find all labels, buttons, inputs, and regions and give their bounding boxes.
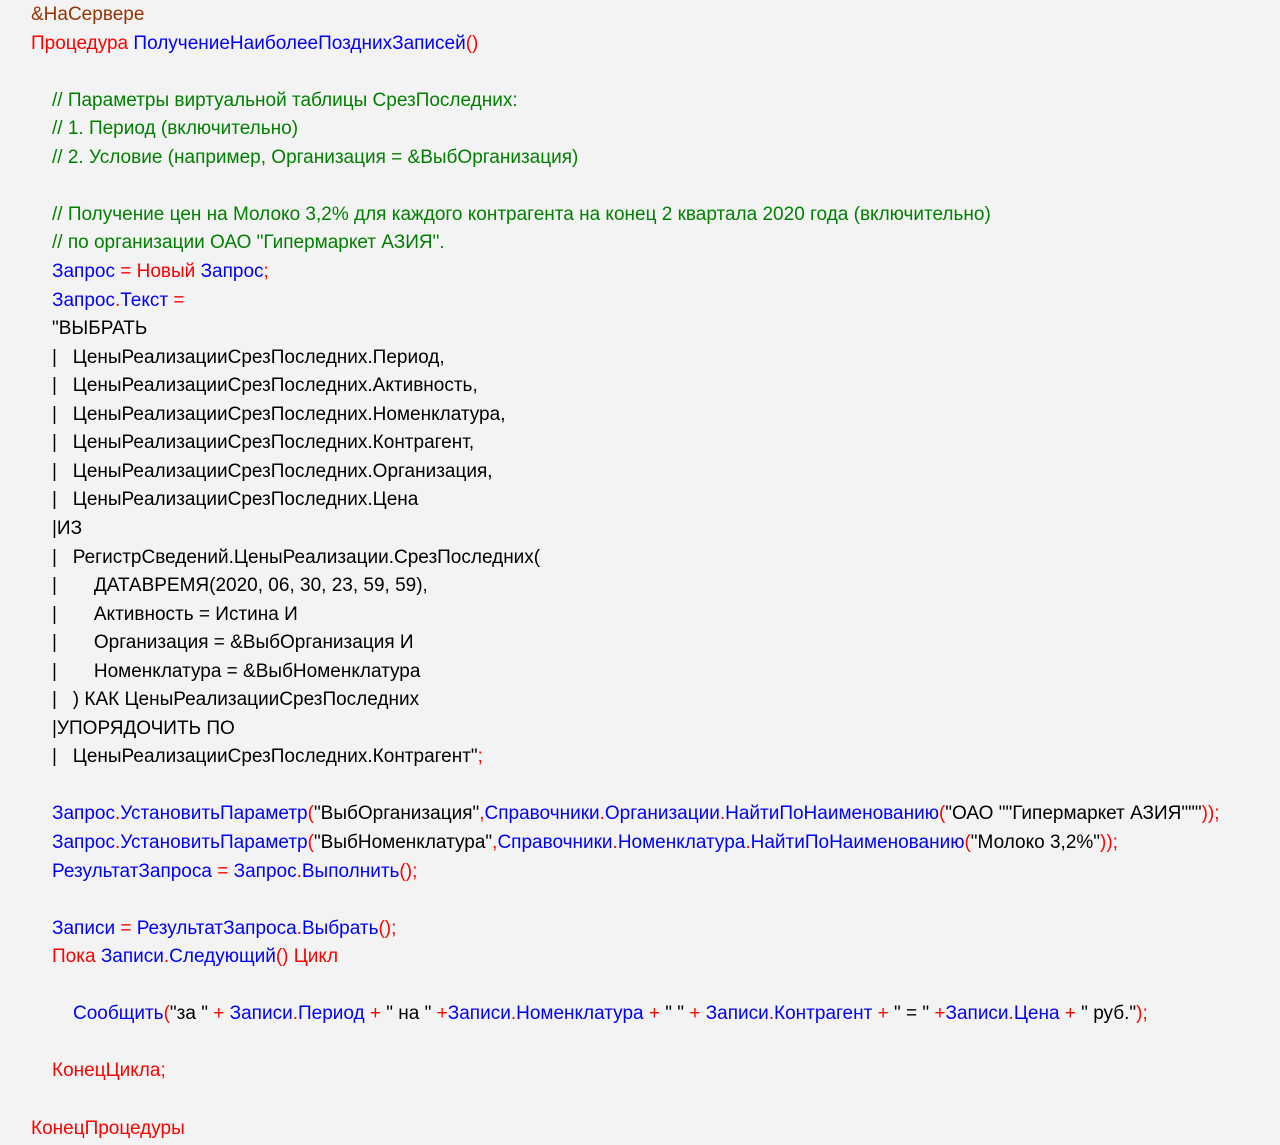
string-token: | ЦеныРеализацииСрезПоследних.Цена [52,489,419,511]
identifier-token: НайтиПоНаименованию [750,832,965,853]
code-line [52,915,396,943]
operator-token: . [114,803,121,825]
identifier-token: Запрос [52,832,115,853]
keyword-token: Новый [136,260,201,282]
identifier-token: Текст [120,289,169,311]
string-token: | ЦеныРеализацииСрезПоследних.Контрагент" [52,746,478,768]
string-token: | Активность = Истина И [52,603,298,625]
operator-token: = [115,917,137,939]
string-token: | Организация = &ВыбОрганизация И [52,632,414,654]
operator-token: )); [1100,832,1118,853]
operator-token: . [599,803,605,825]
operator-token: + [207,1003,230,1025]
identifier-token: Запрос [52,803,115,825]
identifier-token: Следующий [169,946,276,968]
code-line [52,401,505,429]
operator-token: + [872,1003,894,1025]
operator-token: (); [399,860,418,882]
code-line [31,30,478,58]
string-token: |УПОРЯДОЧИТЬ ПО [52,717,235,739]
operator-token: = [168,289,185,311]
code-line [52,372,478,400]
operator-token: )); [1201,803,1220,825]
keyword-token: КонецЦикла [52,1060,161,1082]
identifier-token: Запрос [200,260,264,282]
operator-token: . [745,832,751,853]
code-line [52,201,991,229]
operator-token: . [719,803,726,825]
identifier-token: Справочники [484,803,600,825]
identifier-token: Выбрать [301,917,379,939]
comment-token: // Параметры виртуальной таблицы СрезПоследних: [52,89,518,111]
code-line [52,715,235,743]
string-token: " на " [386,1003,432,1025]
code-line [52,686,419,714]
operator-token: () [275,946,294,968]
identifier-token: Записи [945,1003,1009,1025]
string-token: " руб." [1081,1003,1137,1025]
code-line [52,429,474,457]
identifier-token: Номенклатура [516,1003,644,1025]
directive-token: &НаСервере [31,4,145,25]
operator-token: ( [307,803,314,825]
comment-token: // по организации ОАО "Гипермаркет АЗИЯ". [52,232,445,254]
keyword-token: Пока [52,946,101,968]
identifier-token: РезультатЗапроса [52,860,212,882]
operator-token: ( [163,1003,170,1025]
operator-token: ( [964,832,971,853]
identifier-token: Записи [100,946,164,968]
keyword-token: КонецПроцедуры [31,1117,185,1139]
code-line [52,344,445,372]
string-token: | ) КАК ЦеныРеализацииСрезПоследних [52,689,420,711]
string-token: "Молоко 3,2%" [970,832,1101,853]
identifier-token: Записи [447,1003,511,1025]
string-token: | ЦеныРеализацииСрезПоследних.Контрагент, [52,432,475,454]
identifier-token: Выполнить [301,860,400,882]
operator-token: () [465,32,479,54]
code-line [52,943,338,971]
identifier-token: ПолучениеНаиболееПозднихЗаписей [133,32,466,54]
string-token: " " [665,1003,685,1025]
string-token: | Номенклатура = &ВыбНоменклатура [52,660,421,682]
identifier-token: Записи [52,917,116,939]
code-line [52,87,518,115]
operator-token: , [492,832,498,853]
code-line [52,544,540,572]
identifier-token: Запрос [233,860,297,882]
operator-token: . [292,1003,298,1025]
code-line [52,115,298,143]
operator-token: , [479,803,485,825]
code-line [52,315,147,343]
string-token: " = " [893,1003,930,1025]
identifier-token: Организации [604,803,720,825]
code-line [52,658,420,686]
identifier-token: Сообщить [73,1003,164,1025]
identifier-token: Справочники [497,832,613,853]
code-line [52,458,493,486]
code-line [52,258,269,286]
operator-token: ; [263,260,269,282]
identifier-token: УстановитьПараметр [120,832,308,853]
identifier-token: Записи [229,1003,293,1025]
string-token: "ВыбОрганизация" [313,803,480,825]
code-line [31,1,144,29]
code-line [52,572,428,600]
identifier-token: Период [297,1003,365,1025]
code-line [52,800,1220,828]
operator-token: ; [477,746,483,768]
operator-token: ( [307,832,314,853]
comment-token: // 1. Период (включительно) [52,118,299,140]
code-line [52,601,298,629]
string-token: |ИЗ [52,517,83,539]
operator-token: . [114,832,121,853]
code-line [31,1115,185,1143]
code-line [73,1000,1148,1028]
string-token: "за " [169,1003,208,1025]
string-token: | ЦеныРеализацииСрезПоследних.Номенклатура, [52,403,506,425]
code-line [52,829,1118,857]
identifier-token: РезультатЗапроса [136,917,297,939]
operator-token: + [684,1003,706,1025]
operator-token: . [296,860,302,882]
operator-token: ); [1136,1003,1148,1025]
operator-token: . [296,917,302,939]
operator-token: ( [938,803,946,825]
string-token: | ДАТАВРЕМЯ(2020, 06, 30, 23, 59, 59), [52,575,428,596]
string-token: | РегистрСведений.ЦеныРеализации.СрезПоследних( [52,546,541,568]
identifier-token: УстановитьПараметр [120,803,308,825]
identifier-token: Номенклатура [617,832,746,853]
string-token: | ЦеныРеализацииСрезПоследних.Период, [52,346,445,368]
operator-token: . [163,946,170,968]
keyword-token: Процедура [31,32,134,54]
string-token: | ЦеныРеализацииСрезПоследних.Организация, [52,460,493,482]
operator-token: . [114,289,121,311]
code-line [52,629,414,657]
code-line [52,515,82,543]
operator-token: . [612,832,618,853]
operator-token: + [1059,1003,1082,1025]
identifier-token: Запрос [52,289,115,311]
keyword-token: Цикл [293,946,339,968]
operator-token: + [364,1003,387,1025]
operator-token: + [643,1003,666,1025]
operator-token: ; [160,1060,166,1082]
code-line [52,1057,166,1085]
code-line [52,229,445,257]
string-token: "ОАО ""Гипермаркет АЗИЯ""" [945,803,1202,825]
code-line [52,144,578,172]
code-line [52,858,417,886]
operator-token: + [431,1003,448,1025]
identifier-token: Запрос [52,260,115,282]
string-token: "ВыбНоменклатура" [313,832,493,853]
operator-token: (); [378,917,397,939]
operator-token: . [1008,1003,1014,1025]
code-line [52,287,184,315]
identifier-token: Цена [1013,1003,1060,1025]
operator-token: + [929,1003,946,1025]
operator-token: . [510,1003,517,1025]
comment-token: // Получение цен на Молоко 3,2% для каждого контрагента на конец 2 квартала 2020 года (включительно) [52,203,991,225]
operator-token: = [211,860,234,882]
identifier-token: Записи [705,1003,769,1025]
comment-token: // 2. Условие (например, Организация = &ВыбОрганизация) [52,146,579,168]
operator-token: = [114,260,137,282]
identifier-token: Контрагент [774,1003,873,1025]
identifier-token: НайтиПоНаименованию [725,803,939,825]
operator-token: . [768,1003,775,1025]
code-line [52,486,418,514]
code-line [52,743,483,771]
string-token: | ЦеныРеализацииСрезПоследних.Активность, [52,375,478,397]
string-token: "ВЫБРАТЬ [52,318,148,340]
